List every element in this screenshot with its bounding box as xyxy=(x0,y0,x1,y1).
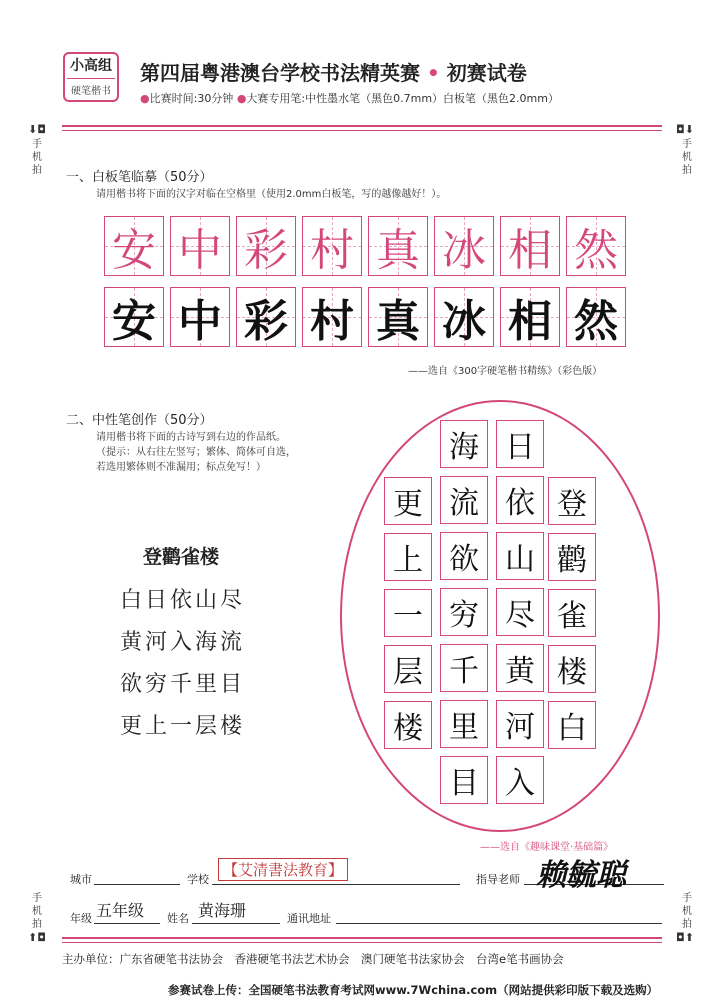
footer-rule xyxy=(62,937,662,939)
poem-grid-char: 一 xyxy=(393,599,423,634)
title-tail: 初赛试卷 xyxy=(446,61,527,85)
poem-grid-cell xyxy=(548,589,596,637)
copy-char: 冰 xyxy=(442,296,486,347)
side-label-right-bottom: 手机拍 xyxy=(682,893,692,930)
poem-grid-char: 海 xyxy=(449,430,479,465)
camera-icon: ◘⬇ xyxy=(676,123,694,136)
copy-cell xyxy=(566,287,626,347)
poem-grid-char: 楼 xyxy=(557,655,587,690)
copy-char: 村 xyxy=(310,296,354,347)
section2-note-3: 若选用繁体则不准漏用；标点免写！） xyxy=(96,462,266,473)
model-char: 相 xyxy=(508,225,552,276)
poem-grid-char: 楼 xyxy=(393,711,423,746)
exam-pen: 大赛专用笔:中性墨水笔（黑色0.7mm）白板笔（黑色2.0mm） xyxy=(246,92,559,105)
name-field[interactable] xyxy=(192,923,280,924)
copy-cell xyxy=(104,287,164,347)
poem-grid-char: 黄 xyxy=(505,654,535,689)
poem-grid-cell xyxy=(440,420,488,468)
section1-source: ——选自《300字硬笔楷书精练》（彩色版） xyxy=(408,366,603,377)
bullet-icon: ● xyxy=(140,92,150,105)
school-stamp: 【艾清書法教育】 xyxy=(218,858,348,881)
camera-icon: ◘⬆ xyxy=(676,931,694,944)
model-cell xyxy=(500,216,560,276)
title-main: 第四届粤港澳台学校书法精英赛 xyxy=(140,61,420,85)
poem-grid-cell xyxy=(384,533,432,581)
side-label-left-bottom: 手机拍 xyxy=(32,893,42,930)
group-divider xyxy=(67,78,115,79)
poem-grid-cell xyxy=(384,645,432,693)
poem-grid-cell xyxy=(496,532,544,580)
copy-cell xyxy=(500,287,560,347)
header-rule-thin xyxy=(62,130,662,131)
poem-grid-cell xyxy=(440,588,488,636)
poem-grid-cell xyxy=(548,477,596,525)
poem-line-4: 更上一层楼 xyxy=(120,714,246,739)
poem-title: 登鹳雀楼 xyxy=(143,546,220,568)
poem-grid-char: 白 xyxy=(557,711,587,746)
model-cell xyxy=(434,216,494,276)
model-char: 冰 xyxy=(442,225,486,276)
model-cell xyxy=(368,216,428,276)
city-label: 城市 xyxy=(70,873,92,886)
poem-grid-char: 鹳 xyxy=(557,543,587,578)
organizers: 主办单位：广东省硬笔书法协会 香港硬笔书法艺术协会 澳门硬笔书法家协会 台湾e笔书画协会 xyxy=(62,952,564,966)
page-title xyxy=(140,57,527,86)
grade-field[interactable] xyxy=(94,923,160,924)
poem-grid-char: 雀 xyxy=(557,599,587,634)
section1-note: 请用楷书将下面的汉字对临在空格里（使用2.0mm白板笔，写的越像越好！）。 xyxy=(96,189,447,200)
poem-grid-char: 流 xyxy=(449,486,479,521)
poem-grid-cell xyxy=(496,756,544,804)
city-field[interactable] xyxy=(94,884,180,885)
model-cell xyxy=(302,216,362,276)
poem-grid-cell xyxy=(496,588,544,636)
poem-grid-char: 欲 xyxy=(449,542,479,577)
section2-note-2: （提示：从右往左竖写；繁体、简体可自选， xyxy=(96,447,296,458)
exam-info xyxy=(140,90,559,106)
poem-grid-char: 登 xyxy=(557,487,587,522)
header-rule xyxy=(62,125,662,127)
poem-grid-char: 依 xyxy=(505,486,535,521)
poem-grid-char: 更 xyxy=(393,487,423,522)
poem-grid-char: 里 xyxy=(449,710,479,745)
name-value: 黄海珊 xyxy=(198,901,247,920)
copy-char: 然 xyxy=(574,296,618,347)
bullet-icon: ● xyxy=(236,92,247,105)
poem-grid-char: 千 xyxy=(449,654,479,689)
poem-grid-char: 尽 xyxy=(505,598,535,633)
copy-cell xyxy=(302,287,362,347)
section2-note-1: 请用楷书将下面的古诗写到右边的作品纸。 xyxy=(96,432,286,443)
teacher-signature: 赖毓聪 xyxy=(536,858,626,893)
poem-grid-char: 河 xyxy=(505,710,535,745)
poem-grid-cell xyxy=(384,701,432,749)
poem-grid-cell xyxy=(440,700,488,748)
poem-grid-cell xyxy=(440,476,488,524)
arrow-up-camera-icon: ⬆◘ xyxy=(28,931,46,944)
poem-grid-char: 入 xyxy=(505,766,535,801)
address-label: 通讯地址 xyxy=(287,912,331,925)
copy-char: 中 xyxy=(178,296,222,347)
model-char: 安 xyxy=(112,225,156,276)
teacher-label: 指导老师 xyxy=(476,873,520,886)
copy-cell xyxy=(434,287,494,347)
poem-line-1: 白日依山尽 xyxy=(120,588,246,613)
model-char: 真 xyxy=(376,225,420,276)
footer-rule-thin xyxy=(62,942,662,943)
poem-grid-cell xyxy=(496,700,544,748)
model-char: 彩 xyxy=(244,225,288,276)
school-field[interactable] xyxy=(212,884,460,885)
poem-grid-char: 穷 xyxy=(449,598,479,633)
poem-grid-cell xyxy=(496,644,544,692)
group-title: 小高组 xyxy=(70,58,112,74)
poem-grid-cell xyxy=(440,532,488,580)
poem-grid-char: 山 xyxy=(505,542,535,577)
side-label-left-top: 手机拍 xyxy=(32,139,42,176)
copy-char: 安 xyxy=(112,296,156,347)
poem-grid-cell xyxy=(384,589,432,637)
copy-char: 真 xyxy=(376,296,420,347)
model-cell xyxy=(170,216,230,276)
exam-time: 比赛时间:30分钟 xyxy=(149,92,234,105)
model-char: 村 xyxy=(310,225,354,276)
address-field[interactable] xyxy=(336,923,662,924)
poem-grid-cell xyxy=(548,645,596,693)
copy-char: 彩 xyxy=(244,296,288,347)
group-subtitle: 硬笔楷书 xyxy=(71,86,111,97)
copy-cell xyxy=(170,287,230,347)
school-label: 学校 xyxy=(187,873,209,886)
poem-grid-cell xyxy=(384,477,432,525)
section2-source: ——选自《趣味课堂·基础篇》 xyxy=(480,842,614,853)
grade-value: 五年级 xyxy=(96,901,145,920)
grade-label: 年级 xyxy=(70,912,92,925)
arrow-down-camera-icon: ⬇◘ xyxy=(28,123,46,136)
model-cell xyxy=(566,216,626,276)
upload-note: 参赛试卷上传：全国硬笔书法教育考试网www.7Wchina.com（网站提供彩印版下载及选购） xyxy=(168,983,659,997)
side-label-right-top: 手机拍 xyxy=(682,139,692,176)
poem-grid-cell xyxy=(496,420,544,468)
title-dot: • xyxy=(426,61,440,85)
poem-grid-cell xyxy=(440,756,488,804)
copy-cell xyxy=(368,287,428,347)
poem-grid-cell xyxy=(440,644,488,692)
copy-cell xyxy=(236,287,296,347)
poem-grid-char: 上 xyxy=(393,543,423,578)
model-char: 中 xyxy=(178,225,222,276)
poem-grid-cell xyxy=(548,533,596,581)
model-char: 然 xyxy=(574,225,618,276)
copy-char: 相 xyxy=(508,296,552,347)
poem-grid-char: 层 xyxy=(393,655,423,690)
poem-grid-cell xyxy=(548,701,596,749)
poem-line-2: 黄河入海流 xyxy=(120,630,246,655)
model-cell xyxy=(236,216,296,276)
poem-line-3: 欲穷千里目 xyxy=(120,672,246,697)
name-label: 姓名 xyxy=(167,912,189,925)
model-cell xyxy=(104,216,164,276)
section1-title: 一、白板笔临摹（50分） xyxy=(66,170,213,185)
poem-grid-char: 日 xyxy=(505,430,535,465)
poem-grid-char: 目 xyxy=(449,766,479,801)
section2-title: 二、中性笔创作（50分） xyxy=(66,413,213,428)
poem-grid-cell xyxy=(496,476,544,524)
